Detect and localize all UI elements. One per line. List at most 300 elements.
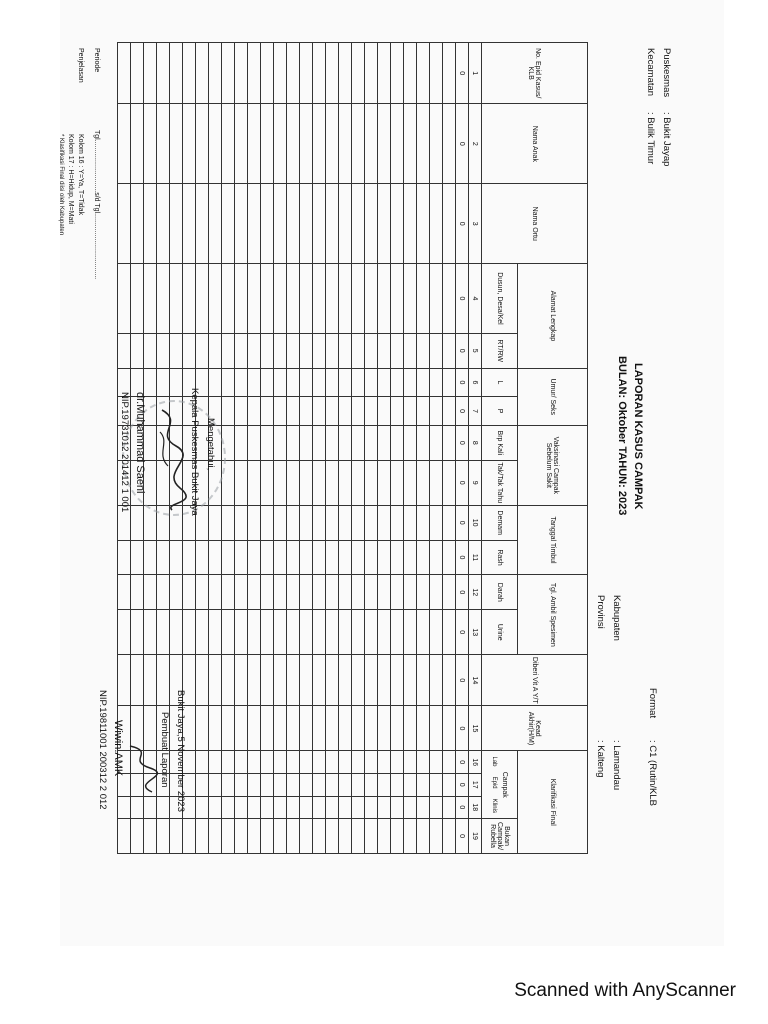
table-cell — [131, 43, 144, 104]
table-cell — [430, 505, 443, 540]
table-cell — [196, 774, 209, 797]
table-cell — [287, 796, 300, 819]
table-cell — [248, 774, 261, 797]
table-cell — [235, 796, 248, 819]
table-cell — [404, 796, 417, 819]
table-cell — [261, 505, 274, 540]
right-signature-image — [124, 742, 160, 802]
table-cell — [404, 610, 417, 655]
table-cell — [183, 819, 196, 854]
table-cell — [378, 505, 391, 540]
table-cell — [131, 610, 144, 655]
table-cell — [235, 774, 248, 797]
table-cell — [196, 575, 209, 610]
table-cell — [352, 819, 365, 854]
table-cell — [326, 706, 339, 751]
table-cell — [352, 751, 365, 774]
column-number-row — [469, 43, 482, 854]
th-bukan: Bukan Campak/ Rubella — [482, 819, 518, 854]
th-lab: Lab — [491, 756, 497, 767]
table-cell — [170, 264, 183, 334]
table-cell — [339, 397, 352, 426]
table-cell — [222, 43, 235, 104]
table-cell — [157, 575, 170, 610]
table-row — [404, 43, 417, 854]
table-row — [313, 43, 326, 854]
table-cell — [313, 264, 326, 334]
table-cell — [352, 425, 365, 460]
kabupaten-value: : Lamandau — [611, 740, 622, 791]
table-cell — [443, 104, 456, 184]
periode-label: Periode — [93, 48, 100, 73]
table-cell — [378, 425, 391, 460]
table-cell: 0 — [456, 706, 469, 751]
table-cell — [378, 397, 391, 426]
table-cell — [157, 264, 170, 334]
table-cell — [339, 751, 352, 774]
table-cell — [118, 264, 131, 334]
table-cell — [157, 184, 170, 264]
table-cell — [365, 505, 378, 540]
table-cell — [300, 575, 313, 610]
table-cell — [131, 184, 144, 264]
table-cell — [287, 425, 300, 460]
table-cell — [443, 655, 456, 706]
table-cell — [417, 575, 430, 610]
table-cell — [339, 706, 352, 751]
table-cell — [274, 610, 287, 655]
table-row — [339, 43, 352, 854]
table-cell — [378, 333, 391, 368]
table-cell — [417, 184, 430, 264]
puskesmas-value: : Bukit Jayap — [661, 112, 672, 167]
table-cell — [170, 43, 183, 104]
table-cell — [391, 706, 404, 751]
table-row — [365, 43, 378, 854]
table-cell — [196, 184, 209, 264]
right-signer-name: Wiwin.AMK — [112, 720, 124, 777]
table-cell — [391, 425, 404, 460]
table-cell — [170, 540, 183, 575]
table-cell — [339, 610, 352, 655]
table-cell — [131, 819, 144, 854]
th-tanggal-timbul: Tanggal Timbul — [518, 505, 588, 575]
puskesmas-label: Puskesmas — [661, 48, 672, 98]
th-campak — [482, 751, 518, 819]
table-cell — [222, 655, 235, 706]
table-cell — [352, 706, 365, 751]
table-cell — [118, 333, 131, 368]
table-cell — [235, 104, 248, 184]
table-cell — [404, 184, 417, 264]
table-cell — [248, 264, 261, 334]
table-cell — [430, 184, 443, 264]
table-cell — [417, 540, 430, 575]
table-cell — [235, 368, 248, 397]
table-cell: 0 — [456, 655, 469, 706]
table-cell — [339, 505, 352, 540]
table-cell — [391, 774, 404, 797]
format-label: Format — [647, 688, 658, 719]
table-cell — [365, 610, 378, 655]
table-cell — [443, 751, 456, 774]
table-row — [248, 43, 261, 854]
table-cell — [300, 425, 313, 460]
table-cell — [248, 706, 261, 751]
table-cell — [144, 610, 157, 655]
table-cell — [326, 796, 339, 819]
table-cell — [183, 264, 196, 334]
table-cell — [443, 575, 456, 610]
th-klasifikasi: Klarifikasi Final — [518, 751, 588, 854]
table-cell — [378, 575, 391, 610]
table-cell — [144, 333, 157, 368]
table-cell — [209, 264, 222, 334]
note-kolom17: Kolom 17 : H=Hidup, M=Mati — [67, 134, 74, 224]
table-cell: 0 — [456, 460, 469, 505]
table-cell — [287, 43, 300, 104]
table-cell: 0 — [456, 264, 469, 334]
table-cell — [352, 575, 365, 610]
th-demam: Demam — [482, 505, 518, 540]
th-darah: Darah — [482, 575, 518, 610]
table-cell — [417, 333, 430, 368]
table-cell — [352, 540, 365, 575]
table-cell — [183, 184, 196, 264]
table-cell — [300, 368, 313, 397]
column-number-16: 16 — [469, 751, 482, 774]
column-number-1: 1 — [469, 43, 482, 104]
table-cell — [430, 751, 443, 774]
table-cell — [430, 368, 443, 397]
table-cell — [196, 796, 209, 819]
table-cell — [378, 460, 391, 505]
column-number-17: 17 — [469, 774, 482, 797]
doc-title: LAPORAN KASUS CAMPAK — [632, 363, 644, 510]
table-cell — [209, 655, 222, 706]
table-cell — [144, 540, 157, 575]
table-cell — [274, 796, 287, 819]
table-row — [300, 43, 313, 854]
rotated-document — [18, 0, 682, 920]
table-cell — [352, 774, 365, 797]
table-cell — [339, 819, 352, 854]
table-cell — [313, 43, 326, 104]
table-cell — [261, 397, 274, 426]
table-cell — [391, 184, 404, 264]
table-cell — [430, 575, 443, 610]
doc-subtitle: BULAN: Oktober TAHUN: 2023 — [616, 356, 628, 516]
table-cell — [391, 264, 404, 334]
table-cell — [430, 819, 443, 854]
table-cell — [326, 460, 339, 505]
table-cell — [274, 104, 287, 184]
table-cell — [391, 655, 404, 706]
table-cell — [391, 460, 404, 505]
mengetahui-text: Mengetahui, — [205, 418, 216, 471]
table-cell — [170, 610, 183, 655]
table-cell — [404, 43, 417, 104]
periode-value: Tgl...........................s/d Tgl.................................. — [93, 130, 100, 280]
table-cell — [391, 368, 404, 397]
place-date: Bukit Jaya,5 November 2023 — [175, 690, 186, 812]
column-number-7: 7 — [469, 397, 482, 426]
left-signer-nip: NIP.19731012 201412 1 001 — [119, 392, 130, 513]
table-cell — [209, 43, 222, 104]
table-cell — [352, 397, 365, 426]
table-cell — [313, 397, 326, 426]
table-cell — [417, 751, 430, 774]
format-value: : C1 (Rutin/KLB — [647, 740, 658, 806]
table-cell — [378, 368, 391, 397]
table-cell — [261, 819, 274, 854]
left-signature-image — [150, 402, 190, 514]
table-cell — [274, 264, 287, 334]
column-number-15: 15 — [469, 706, 482, 751]
table-cell — [170, 575, 183, 610]
table-cell — [287, 104, 300, 184]
table-cell — [196, 819, 209, 854]
table-cell — [326, 751, 339, 774]
column-number-2: 2 — [469, 104, 482, 184]
table-cell — [261, 540, 274, 575]
table-cell — [287, 575, 300, 610]
table-cell — [287, 819, 300, 854]
table-cell — [326, 505, 339, 540]
table-cell — [352, 104, 365, 184]
table-cell — [443, 460, 456, 505]
table-cell: 0 — [456, 425, 469, 460]
table-cell — [300, 43, 313, 104]
column-number-19: 19 — [469, 819, 482, 854]
table-cell — [144, 264, 157, 334]
table-cell — [222, 540, 235, 575]
table-cell — [430, 397, 443, 426]
table-cell — [261, 706, 274, 751]
column-number-12: 12 — [469, 575, 482, 610]
table-cell — [131, 540, 144, 575]
provinsi-label: Provinsi — [595, 595, 606, 629]
table-cell — [170, 819, 183, 854]
table-cell — [365, 104, 378, 184]
table-cell — [300, 819, 313, 854]
table-cell — [222, 104, 235, 184]
table-cell — [248, 460, 261, 505]
table-cell — [287, 368, 300, 397]
table-cell — [300, 774, 313, 797]
table-cell — [248, 43, 261, 104]
column-number-3: 3 — [469, 184, 482, 264]
table-cell — [313, 368, 326, 397]
table-cell — [235, 425, 248, 460]
table-cell — [222, 368, 235, 397]
table-cell — [326, 819, 339, 854]
table-cell — [118, 540, 131, 575]
table-cell — [300, 706, 313, 751]
column-number-4: 4 — [469, 264, 482, 334]
th-dusun: Dusun, Desa/Kel — [482, 264, 518, 334]
table-cell — [378, 796, 391, 819]
table-cell — [183, 104, 196, 184]
table-cell — [378, 655, 391, 706]
table-cell — [430, 540, 443, 575]
table-cell — [261, 43, 274, 104]
table-cell — [274, 460, 287, 505]
table-cell — [235, 706, 248, 751]
reporter-role: Pembuat Laporan — [159, 712, 170, 788]
table-cell — [274, 505, 287, 540]
table-cell — [235, 610, 248, 655]
table-cell — [274, 706, 287, 751]
kecamatan-value: : Bulik Timur — [645, 112, 656, 165]
table-cell — [391, 540, 404, 575]
provinsi-value: : Kalteng — [595, 740, 606, 778]
table-cell: 0 — [456, 184, 469, 264]
table-cell — [430, 460, 443, 505]
column-number-11: 11 — [469, 540, 482, 575]
table-cell — [404, 505, 417, 540]
table-cell — [443, 368, 456, 397]
table-cell — [157, 333, 170, 368]
table-cell — [365, 368, 378, 397]
table-cell — [352, 333, 365, 368]
table-cell — [430, 655, 443, 706]
table-cell — [430, 333, 443, 368]
table-cell — [248, 505, 261, 540]
table-cell — [443, 796, 456, 819]
table-cell — [131, 505, 144, 540]
table-cell — [339, 774, 352, 797]
table-cell — [248, 333, 261, 368]
table-cell: 0 — [456, 368, 469, 397]
table-cell — [274, 575, 287, 610]
table-cell — [339, 43, 352, 104]
table-cell — [352, 505, 365, 540]
table-cell — [352, 43, 365, 104]
scanner-footer — [0, 946, 768, 1024]
table-cell — [339, 264, 352, 334]
table-cell: 0 — [456, 575, 469, 610]
table-cell — [170, 333, 183, 368]
table-cell — [196, 610, 209, 655]
table-cell — [443, 819, 456, 854]
th-vaksinasi: Vaksinasi Campak Sebelum Sakit — [518, 425, 588, 505]
table-cell — [261, 575, 274, 610]
table-cell — [339, 333, 352, 368]
table-cell — [404, 655, 417, 706]
table-cell — [196, 264, 209, 334]
table-row — [430, 43, 443, 854]
table-cell — [430, 425, 443, 460]
th-klinis: Klinis — [491, 798, 497, 813]
table-cell — [274, 425, 287, 460]
table-cell — [443, 43, 456, 104]
table-cell — [430, 774, 443, 797]
table-cell — [443, 540, 456, 575]
table-cell — [131, 655, 144, 706]
kabupaten-label: Kabupaten — [611, 595, 622, 641]
table-cell — [365, 184, 378, 264]
table-cell — [443, 425, 456, 460]
table-cell — [443, 397, 456, 426]
table-cell — [430, 264, 443, 334]
table-cell — [144, 575, 157, 610]
table-cell — [287, 610, 300, 655]
table-cell — [326, 655, 339, 706]
table-cell — [248, 819, 261, 854]
table-cell — [417, 43, 430, 104]
table-cell — [404, 819, 417, 854]
table-cell — [365, 425, 378, 460]
table-cell — [391, 819, 404, 854]
table-cell — [157, 43, 170, 104]
table-cell — [378, 264, 391, 334]
table-cell — [222, 751, 235, 774]
table-cell — [326, 43, 339, 104]
table-cell — [222, 575, 235, 610]
table-cell — [417, 264, 430, 334]
table-cell — [365, 540, 378, 575]
table-cell — [222, 610, 235, 655]
table-cell — [391, 397, 404, 426]
table-cell — [274, 774, 287, 797]
table-row — [352, 43, 365, 854]
table-cell: 0 — [456, 104, 469, 184]
table-cell — [365, 796, 378, 819]
table-cell — [313, 610, 326, 655]
table-cell — [443, 610, 456, 655]
table-cell: 0 — [456, 43, 469, 104]
table-cell — [417, 104, 430, 184]
table-cell — [209, 796, 222, 819]
table-cell — [287, 774, 300, 797]
table-cell — [209, 505, 222, 540]
table-cell — [287, 751, 300, 774]
table-cell — [170, 184, 183, 264]
note-kolom16: Kolom 16 : Y=Ya, T=Tidak — [77, 134, 84, 216]
table-cell — [222, 397, 235, 426]
table-cell — [261, 264, 274, 334]
table-cell — [235, 264, 248, 334]
table-cell — [300, 610, 313, 655]
table-cell — [404, 774, 417, 797]
table-cell — [209, 104, 222, 184]
table-cell — [339, 575, 352, 610]
column-number-10: 10 — [469, 505, 482, 540]
table-row — [235, 43, 248, 854]
th-diberi-vita: Diberi Vit A Y/T — [482, 655, 588, 706]
table-row — [456, 43, 469, 854]
table-cell — [365, 333, 378, 368]
table-cell — [222, 333, 235, 368]
table-cell — [391, 751, 404, 774]
table-cell — [131, 104, 144, 184]
table-cell — [313, 425, 326, 460]
table-cell — [404, 397, 417, 426]
table-cell — [261, 751, 274, 774]
table-cell — [378, 774, 391, 797]
table-cell — [443, 774, 456, 797]
th-umur: Umur/ Seks — [518, 368, 588, 425]
table-cell — [313, 774, 326, 797]
table-cell — [404, 460, 417, 505]
table-cell — [196, 43, 209, 104]
table-cell — [443, 264, 456, 334]
table-cell — [157, 104, 170, 184]
table-cell — [157, 819, 170, 854]
table-cell — [404, 540, 417, 575]
table-cell — [443, 706, 456, 751]
